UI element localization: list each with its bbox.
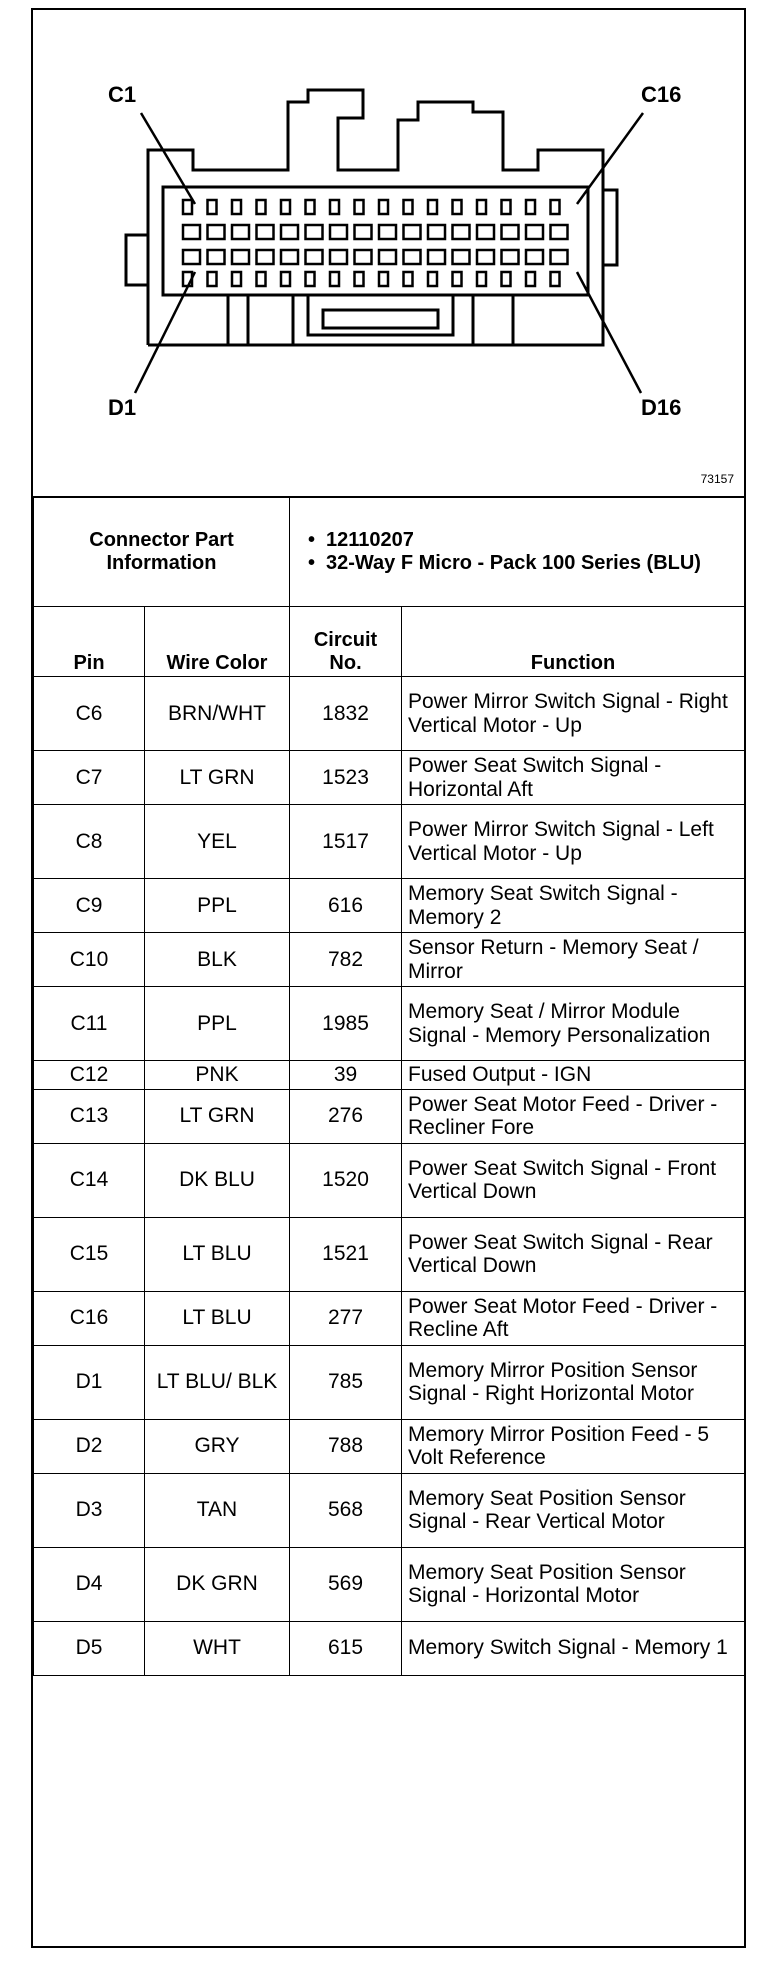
connector-drawing <box>33 10 744 496</box>
pin-cavity <box>208 272 217 286</box>
pin-cavity <box>355 250 372 264</box>
pin-cavity <box>404 225 421 239</box>
table-row <box>34 1143 745 1217</box>
header-pin: Pin <box>34 607 145 677</box>
pin-cavity <box>428 200 437 214</box>
wire-color-cell: LT BLU <box>145 1217 290 1291</box>
wire-color-cell: LT GRN <box>145 1089 290 1143</box>
pin-cavity <box>232 250 249 264</box>
table-row <box>34 1473 745 1547</box>
wire-color-cell: TAN <box>145 1473 290 1547</box>
pin-cavity <box>330 272 339 286</box>
pin-cavity <box>232 225 249 239</box>
pin-cavity <box>306 200 315 214</box>
pin-cavity <box>355 225 372 239</box>
table-row <box>34 677 745 751</box>
connector-info-label: Connector Part Information <box>34 497 290 607</box>
circuit-cell: 615 <box>290 1621 402 1675</box>
pin-cavity <box>208 250 225 264</box>
pin-cell: C16 <box>34 1291 145 1345</box>
table-row <box>34 1345 745 1419</box>
function-cell: Memory Switch Signal - Memory 1 <box>402 1621 745 1675</box>
pin-cavity <box>208 200 217 214</box>
pin-cavity <box>183 225 200 239</box>
pin-cavity <box>477 272 486 286</box>
connector-diagram <box>33 10 744 498</box>
figure-number: 73157 <box>700 472 734 486</box>
connector-info-details <box>290 497 745 607</box>
pin-cavity <box>428 250 445 264</box>
pin-cavity <box>183 200 192 214</box>
pin-label-c1: C1 <box>108 82 137 107</box>
pin-cavity <box>551 200 560 214</box>
pin-cavity <box>232 272 241 286</box>
wire-color-cell: LT BLU/ BLK <box>145 1345 290 1419</box>
pin-cavity <box>404 272 413 286</box>
pin-cavity <box>428 272 437 286</box>
wire-color-cell: WHT <box>145 1621 290 1675</box>
circuit-cell: 39 <box>290 1061 402 1090</box>
circuit-cell: 569 <box>290 1547 402 1621</box>
function-cell: Memory Seat Position Sensor Signal - Horizontal Motor <box>402 1547 745 1621</box>
pin-cavity <box>257 200 266 214</box>
pin-cavity <box>379 272 388 286</box>
wire-color-cell: GRY <box>145 1419 290 1473</box>
table-row <box>34 805 745 879</box>
circuit-cell: 1985 <box>290 987 402 1061</box>
pin-cavity <box>526 225 543 239</box>
pin-cavity <box>330 200 339 214</box>
function-cell: Power Seat Switch Signal - Horizontal Aft <box>402 751 745 805</box>
wire-color-cell: PNK <box>145 1061 290 1090</box>
pin-cavity <box>232 200 241 214</box>
table-row <box>34 1547 745 1621</box>
table-row <box>34 879 745 933</box>
circuit-cell: 782 <box>290 933 402 987</box>
table-row <box>34 751 745 805</box>
pin-cavity <box>330 250 347 264</box>
pin-cavity <box>453 272 462 286</box>
pin-cavity <box>404 200 413 214</box>
circuit-cell: 1832 <box>290 677 402 751</box>
table-row <box>34 987 745 1061</box>
table-row <box>34 1217 745 1291</box>
pin-cavity <box>428 225 445 239</box>
pin-cavity <box>281 272 290 286</box>
pin-cavity <box>379 225 396 239</box>
pin-cavity <box>502 272 511 286</box>
pin-cavity <box>502 225 519 239</box>
pin-cavity <box>330 225 347 239</box>
pin-cell: C6 <box>34 677 145 751</box>
wire-color-cell: BRN/WHT <box>145 677 290 751</box>
pin-cavity <box>526 200 535 214</box>
pin-cavity <box>526 250 543 264</box>
pin-cavity <box>502 250 519 264</box>
circuit-cell: 1520 <box>290 1143 402 1217</box>
pin-cell: C12 <box>34 1061 145 1090</box>
pin-cell: D4 <box>34 1547 145 1621</box>
function-cell: Power Seat Switch Signal - Front Vertical Down <box>402 1143 745 1217</box>
wire-color-cell: PPL <box>145 879 290 933</box>
pin-cavity <box>306 272 315 286</box>
pin-cavity <box>257 250 274 264</box>
pinout-table <box>33 496 745 1676</box>
pin-cavity <box>281 250 298 264</box>
header-row <box>34 607 745 677</box>
pin-cell: D1 <box>34 1345 145 1419</box>
function-cell: Memory Mirror Position Sensor Signal - Right Horizontal Motor <box>402 1345 745 1419</box>
table-row <box>34 1419 745 1473</box>
function-cell: Memory Mirror Position Feed - 5 Volt Reference <box>402 1419 745 1473</box>
table-row <box>34 1291 745 1345</box>
pin-cavity <box>281 200 290 214</box>
pin-cavity <box>453 200 462 214</box>
pin-cavity <box>477 200 486 214</box>
pin-cavity <box>551 250 568 264</box>
header-circuit: Circuit No. <box>290 607 402 677</box>
connector-info-row <box>34 497 745 607</box>
circuit-cell: 1523 <box>290 751 402 805</box>
function-cell: Power Mirror Switch Signal - Right Vertical Motor - Up <box>402 677 745 751</box>
function-cell: Fused Output - IGN <box>402 1061 745 1090</box>
table-row <box>34 933 745 987</box>
circuit-cell: 785 <box>290 1345 402 1419</box>
wire-color-cell: YEL <box>145 805 290 879</box>
function-cell: Power Mirror Switch Signal - Left Vertical Motor - Up <box>402 805 745 879</box>
circuit-cell: 616 <box>290 879 402 933</box>
pin-cavity <box>526 272 535 286</box>
pin-cell: C15 <box>34 1217 145 1291</box>
pin-cavity <box>379 250 396 264</box>
pin-cavity <box>306 250 323 264</box>
pin-cavity <box>183 250 200 264</box>
pin-cavity <box>453 225 470 239</box>
pin-cell: C8 <box>34 805 145 879</box>
pin-cavity <box>257 272 266 286</box>
table-row <box>34 1061 745 1090</box>
pin-cavity <box>551 225 568 239</box>
function-cell: Memory Seat Position Sensor Signal - Rear Vertical Motor <box>402 1473 745 1547</box>
connector-sheet <box>31 8 746 1948</box>
pin-cavity <box>257 225 274 239</box>
pin-cell: D5 <box>34 1621 145 1675</box>
wire-color-cell: DK GRN <box>145 1547 290 1621</box>
wire-color-cell: PPL <box>145 987 290 1061</box>
function-cell: Power Seat Motor Feed - Driver - Recline Aft <box>402 1291 745 1345</box>
pin-cell: C9 <box>34 879 145 933</box>
circuit-cell: 788 <box>290 1419 402 1473</box>
table-row <box>34 1089 745 1143</box>
pin-cavity <box>477 250 494 264</box>
circuit-cell: 568 <box>290 1473 402 1547</box>
pin-cavity <box>404 250 421 264</box>
pin-cavity <box>208 225 225 239</box>
pin-cavity <box>551 272 560 286</box>
connector-description: • 32-Way F Micro - Pack 100 Series (BLU) <box>308 552 738 574</box>
pin-label-d16: D16 <box>641 395 682 420</box>
circuit-cell: 1517 <box>290 805 402 879</box>
pin-cavity <box>502 200 511 214</box>
pin-cell: D3 <box>34 1473 145 1547</box>
pin-label-c16: C16 <box>641 82 682 107</box>
wire-color-cell: BLK <box>145 933 290 987</box>
wire-color-cell: DK BLU <box>145 1143 290 1217</box>
circuit-cell: 276 <box>290 1089 402 1143</box>
pin-cell: D2 <box>34 1419 145 1473</box>
wire-color-cell: LT GRN <box>145 751 290 805</box>
pin-cavity <box>355 272 364 286</box>
pin-cell: C10 <box>34 933 145 987</box>
table-row <box>34 1621 745 1675</box>
pin-cavity <box>453 250 470 264</box>
pin-cavity <box>477 225 494 239</box>
pin-cavity <box>281 225 298 239</box>
function-cell: Sensor Return - Memory Seat / Mirror <box>402 933 745 987</box>
function-cell: Power Seat Switch Signal - Rear Vertical Down <box>402 1217 745 1291</box>
pin-label-d1: D1 <box>108 395 137 420</box>
pin-cell: C14 <box>34 1143 145 1217</box>
part-number: • 12110207 <box>308 529 738 551</box>
pin-cell: C13 <box>34 1089 145 1143</box>
circuit-cell: 277 <box>290 1291 402 1345</box>
wire-color-cell: LT BLU <box>145 1291 290 1345</box>
pin-cavity <box>379 200 388 214</box>
pin-cell: C7 <box>34 751 145 805</box>
pin-cavity <box>355 200 364 214</box>
function-cell: Memory Seat Switch Signal - Memory 2 <box>402 879 745 933</box>
header-wire-color: Wire Color <box>145 607 290 677</box>
pin-cell: C11 <box>34 987 145 1061</box>
header-function: Function <box>402 607 745 677</box>
circuit-cell: 1521 <box>290 1217 402 1291</box>
function-cell: Power Seat Motor Feed - Driver - Recliner Fore <box>402 1089 745 1143</box>
pin-cavity <box>306 225 323 239</box>
function-cell: Memory Seat / Mirror Module Signal - Memory Personalization <box>402 987 745 1061</box>
